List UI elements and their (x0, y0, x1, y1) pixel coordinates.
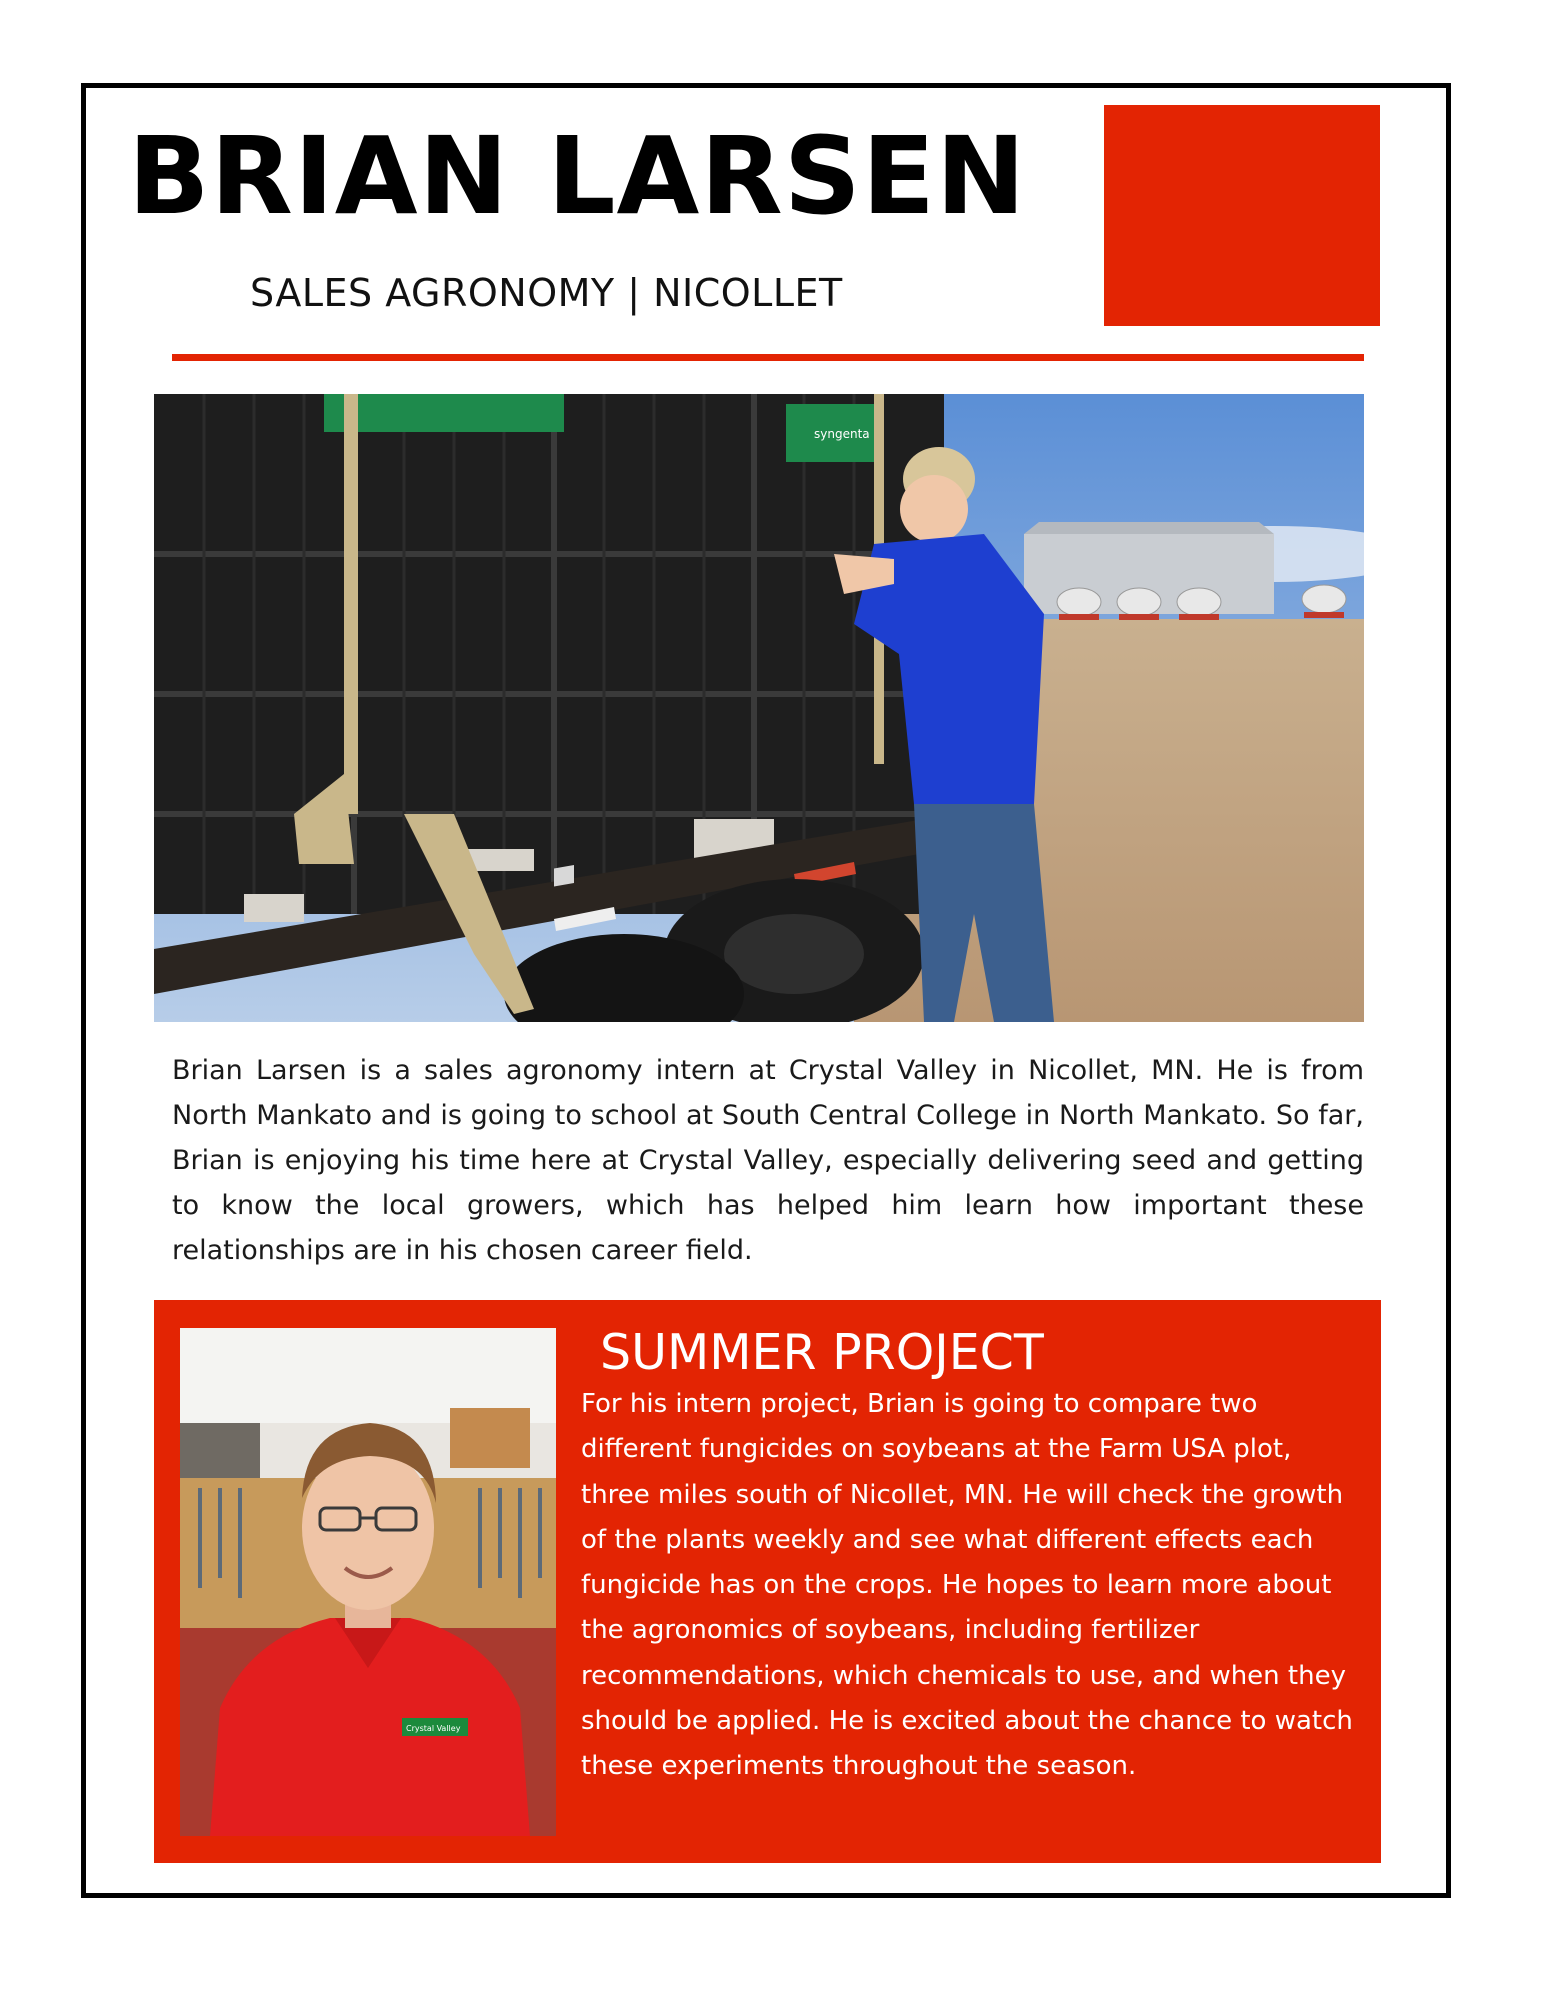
header-divider (172, 354, 1364, 361)
bio-paragraph: Brian Larsen is a sales agronomy intern at Crystal Valley in Nicollet, MN. He is from North Mankato and is going to school at South Central College in North Mankato. So far, Brian is enjoying his time here at Crystal Valley, especially delivering seed and getting to know the local growers, which has helped him learn how important these relationships are in his chosen career field. (172, 1055, 1364, 1266)
project-title: SUMMER PROJECT (600, 1324, 1044, 1381)
crate-logo: syngenta (814, 427, 870, 441)
project-body: For his intern project, Brian is going to compare two different fungicides on soybeans at the Farm USA plot, three miles south of Nicollet, MN. He will check the growth of the plants weekly and see what different effects each fungicide has on the crops. He hopes to learn more about the agronomics of soybeans, including fertilizer recommendations, which chemicals to use, and when they should be applied. He is excited about the chance to watch these experiments throughout the season. (581, 1389, 1353, 1782)
headshot-photo (180, 1328, 556, 1836)
summer-project-panel (154, 1300, 1381, 1863)
feature-photo (154, 394, 1364, 1022)
accent-block (1104, 105, 1380, 326)
shirt-logo: Crystal Valley (406, 1724, 461, 1733)
profile-subtitle: SALES AGRONOMY | NICOLLET (250, 271, 843, 315)
profile-name: BRIAN LARSEN (128, 115, 1027, 239)
